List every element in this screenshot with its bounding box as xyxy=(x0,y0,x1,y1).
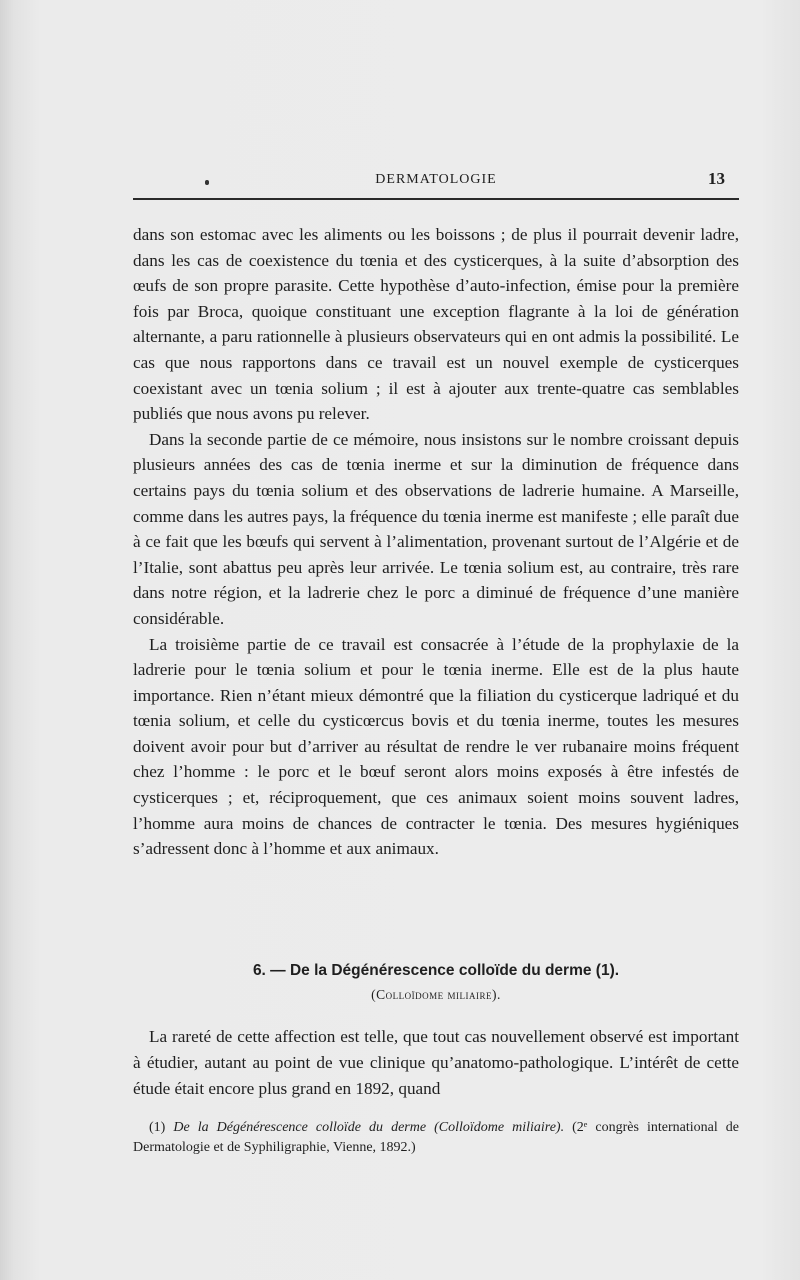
footnote xyxy=(133,1118,739,1158)
header-rule xyxy=(133,198,739,200)
section-text xyxy=(133,1024,739,1102)
section-title: 6. — De la Dégénérescence colloïde du derme (1). xyxy=(252,962,620,979)
section-paragraph-1: La rareté de cette affection est telle, que tout cas nouvellement observé est important à étudier, autant au point de vue clinique qu’anatomo-pathologique. L’intérêt de cette étude était encore plus grand en 1892, quand xyxy=(133,1027,739,1098)
footnote-marker: (1) xyxy=(149,1120,166,1135)
page-header xyxy=(133,170,739,194)
page-number: 13 xyxy=(708,169,725,188)
running-title: DERMATOLOGIE xyxy=(375,172,497,187)
footnote-title: De la Dégénérescence colloïde du derme (Colloïdome miliaire). xyxy=(173,1120,565,1135)
paragraph-2: Dans la seconde partie de ce mémoire, nous insistons sur le nombre croissant depuis plusieurs années des cas de tœnia inerme et sur la diminution de fréquence dans certains pays du tœnia solium et des observations de ladrerie humaine. A Marseille, comme dans les autres pays, la fréquence du tœnia inerme est manifeste ; elle paraît due à ce fait que les bœufs qui servent à l’alimentation, provenant surtout de l’Algérie et de l’Italie, sont abattus peu après leur arrivée. Le tœnia solium est, au contraire, très rare dans notre région, et la ladrerie chez le porc a diminué de fréquence d’une manière considérable. xyxy=(133,429,739,628)
section-subtitle: (Colloïdome miliaire). xyxy=(371,987,501,1002)
paragraph-1: dans son estomac avec les aliments ou les boissons ; de plus il pourrait devenir ladre, dans les cas de coexistence du tœnia et des cysticerques, à la suite d’absorption des œufs de son propre parasite. Cette hypothèse d’auto-infection, émise pour la première fois par Broca, quoique constituant une exception flagrante à la loi de génération alternante, a paru rationnelle à plusieurs observateurs qui en ont admis la possibilité. Le cas que nous rapportons dans ce travail est un nouvel exemple de cysticerques coexistant avec un tœnia solium ; il est à ajouter aux trente-quatre cas semblables publiés que nous avons pu relever. xyxy=(133,225,739,424)
footnote-text xyxy=(133,1118,739,1158)
main-text xyxy=(133,222,739,862)
footnote-rest: (2ᵉ congrès international de Dermatologie et de Syphiligraphie, Vienne, 1892.) xyxy=(133,1120,739,1155)
paragraph-3: La troisième partie de ce travail est consacrée à l’étude de la prophylaxie de la ladrerie pour le tœnia solium et pour le tœnia inerme. Elle est de la plus haute importance. Rien n’étant mieux démontré que la filiation du cysticerque ladriqué et du tœnia solium, et celle du cysticœrcus bovis et du tœnia inerme, toutes les mesures doivent avoir pour but d’arriver au résultat de rendre le ver rubanaire moins fréquent chez l’homme : le porc et le bœuf seront alors moins exposés à être infestés de cysticerques ; et, réciproquement, que ces animaux soient moins souvent ladres, l’homme aura moins de chances de contracter le tœnia. Des mesures hygiéniques s’adressent donc à l’homme et aux animaux. xyxy=(133,634,739,859)
